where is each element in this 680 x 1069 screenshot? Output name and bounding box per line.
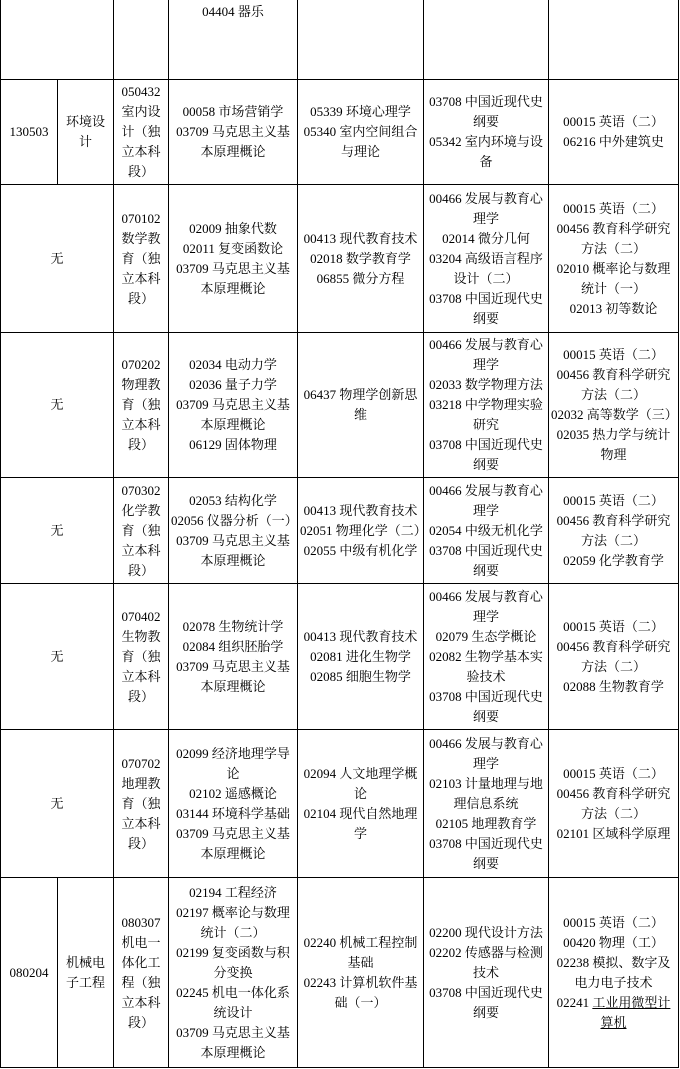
table-cell <box>298 80 424 185</box>
course-line: 00456 教育科学研究方法（二） <box>556 785 671 821</box>
table-cell <box>298 584 424 730</box>
table-cell <box>114 478 169 584</box>
table-cell <box>169 0 298 80</box>
course-line: 02011 复变函数论 <box>182 240 284 256</box>
merged-cell <box>1 0 114 80</box>
course-line: 02035 热力学与统计物理 <box>556 427 671 462</box>
course-line: 02199 复变函数与积分变换 <box>176 944 290 980</box>
table-cell <box>1 80 58 185</box>
course-line: 02036 量子力学 <box>189 377 277 392</box>
course-line: 机电一体化工程（独立本科段） <box>121 934 161 1030</box>
course-line: 02059 化学教育学 <box>563 552 664 568</box>
course-line: 05340 室内空间组合与理论 <box>303 124 418 159</box>
course-line: 02241 工业用微型计算机 <box>556 994 671 1030</box>
course-line: 02018 数学教育学 <box>310 250 411 266</box>
table-row <box>1 185 679 333</box>
course-line: 00015 英语（二） <box>563 114 664 129</box>
merged-cell <box>1 478 114 584</box>
course-line: 050432 <box>121 84 161 99</box>
course-line: 03204 高级语言程序设计（二） <box>429 250 543 286</box>
table-cell <box>169 478 298 584</box>
course-line: 00456 教育科学研究方法（二） <box>556 638 671 674</box>
course-line: 02094 人文地理学概论 <box>303 765 418 801</box>
course-line: 05339 环境心理学 <box>310 104 411 119</box>
course-line: 080204 <box>9 964 49 980</box>
table-cell <box>58 878 114 1068</box>
course-line: 02081 进化生物学 <box>310 648 411 664</box>
table-cell <box>298 878 424 1068</box>
course-line: 02056 仪器分析（一） <box>171 512 298 528</box>
course-line: 03708 中国近现代史纲要 <box>429 688 543 724</box>
table-cell <box>169 333 298 478</box>
course-line: 06855 微分方程 <box>316 270 405 286</box>
course-line: 02104 现代自然地理学 <box>303 805 418 841</box>
course-line: 00015 英语（二） <box>563 347 664 362</box>
course-line: 02014 微分几何 <box>442 230 530 246</box>
course-line: 02053 结构化学 <box>189 492 277 508</box>
course-line: 03709 马克思主义基本原理概论 <box>176 825 290 861</box>
course-line: 03144 环境科学基础 <box>176 805 290 821</box>
course-line: 00466 发展与教育心理学 <box>429 588 543 624</box>
course-line: 02243 计算机软件基础（一） <box>303 974 418 1010</box>
course-line: 03708 中国近现代史纲要 <box>429 94 543 129</box>
course-line: 02079 生态学概论 <box>435 628 537 644</box>
course-line: 02032 高等数学（三） <box>551 407 678 422</box>
course-line: 02238 模拟、数字及电力电子技术 <box>556 954 671 990</box>
table-cell <box>169 185 298 333</box>
course-line: 02055 中级有机化学 <box>303 542 418 558</box>
course-line: 03708 中国近现代史纲要 <box>429 437 543 472</box>
table-cell <box>114 730 169 878</box>
table-cell <box>169 80 298 185</box>
course-line: 00466 发展与教育心理学 <box>429 190 543 226</box>
table-row <box>1 584 679 730</box>
course-line: 070102 <box>121 210 161 226</box>
course-line: 地理教育（独立本科段） <box>121 775 161 851</box>
course-line: 物理教育（独立本科段） <box>121 377 161 452</box>
course-line: 02245 机电一体化系统设计 <box>176 984 290 1020</box>
merged-cell <box>1 584 114 730</box>
course-line: 02084 组织胚胎学 <box>182 638 284 654</box>
course-line: 02082 生物学基本实验技术 <box>429 648 543 684</box>
course-line: 03709 马克思主义基本原理概论 <box>176 532 290 568</box>
course-line: 080307 <box>121 914 161 930</box>
course-line: 02010 概率论与数理统计（一） <box>556 260 671 296</box>
table-cell <box>169 878 298 1068</box>
table-cell <box>549 478 679 584</box>
table-row <box>1 0 679 80</box>
course-line: 06129 固体物理 <box>189 437 277 452</box>
course-line: 03708 中国近现代史纲要 <box>429 290 543 326</box>
table-cell <box>424 185 549 333</box>
course-line: 02034 电动力学 <box>189 357 277 372</box>
course-line: 00015 英语（二） <box>563 765 664 781</box>
course-line: 03708 中国近现代史纲要 <box>429 984 543 1020</box>
table-row <box>1 80 679 185</box>
table-cell <box>298 0 424 80</box>
underlined-course-name: 工业用微型计算机 <box>592 994 671 1030</box>
course-line: 环境设计 <box>65 114 105 149</box>
merged-cell <box>1 185 114 333</box>
table-cell <box>424 584 549 730</box>
course-line: 02088 生物教育学 <box>563 678 664 694</box>
table-cell <box>424 478 549 584</box>
course-line: 06437 物理学创新思维 <box>303 387 418 422</box>
course-line: 03709 马克思主义基本原理概论 <box>176 124 290 159</box>
course-line: 02099 经济地理学导论 <box>176 745 290 781</box>
course-line: 03218 中学物理实验研究 <box>429 397 543 432</box>
course-line: 00456 教育科学研究方法（二） <box>556 367 671 402</box>
table-cell <box>549 333 679 478</box>
course-line: 02013 初等数论 <box>569 300 658 316</box>
table-cell <box>298 478 427 584</box>
table-row <box>1 730 679 878</box>
table-cell <box>549 584 679 730</box>
course-line: 02105 地理教育学 <box>435 815 537 831</box>
table-cell <box>114 80 169 185</box>
course-line: 04404 器乐 <box>202 4 264 19</box>
exam-schedule-tbody <box>1 0 679 1068</box>
course-line: 02033 数学物理方法 <box>429 377 543 392</box>
course-line: 机械电子工程 <box>65 954 105 990</box>
table-cell <box>114 584 169 730</box>
course-line: 00456 教育科学研究方法（二） <box>556 512 671 548</box>
table-cell <box>169 730 298 878</box>
course-line: 070302 <box>121 482 161 498</box>
table-cell <box>549 185 679 333</box>
merged-cell <box>1 333 114 478</box>
table-cell <box>424 878 549 1068</box>
course-line: 00466 发展与教育心理学 <box>429 735 543 771</box>
course-line: 02194 工程经济 <box>189 884 277 900</box>
course-line: 03709 马克思主义基本原理概论 <box>176 1024 290 1060</box>
course-line: 02103 计量地理与地理信息系统 <box>429 775 543 811</box>
course-line: 02101 区域科学原理 <box>556 825 671 841</box>
course-line: 02085 细胞生物学 <box>310 668 411 684</box>
course-line: 00413 现代教育技术 <box>303 230 418 246</box>
course-line: 070202 <box>121 357 161 372</box>
course-line: 00015 英语（二） <box>563 914 664 930</box>
course-line: 02009 抽象代数 <box>189 220 277 236</box>
course-line: 00015 英语（二） <box>563 200 664 216</box>
course-line: 02202 传感器与检测技术 <box>429 944 543 980</box>
table-cell <box>549 730 679 878</box>
table-row <box>1 333 679 478</box>
table-cell <box>298 333 424 478</box>
course-line: 03708 中国近现代史纲要 <box>429 835 543 871</box>
course-line: 00015 英语（二） <box>563 618 664 634</box>
course-line: 03709 马克思主义基本原理概论 <box>176 658 290 694</box>
course-line: 无 <box>50 648 64 664</box>
course-line: 02078 生物统计学 <box>182 618 284 634</box>
course-line: 00058 市场营销学 <box>182 104 284 119</box>
table-cell <box>424 80 549 185</box>
course-line: 070402 <box>121 608 161 624</box>
course-line: 生物教育（独立本科段） <box>121 628 161 704</box>
course-line: 00413 现代教育技术 <box>303 502 418 518</box>
table-cell <box>549 80 679 185</box>
table-cell <box>114 185 169 333</box>
merged-cell <box>1 730 114 878</box>
course-line: 无 <box>50 795 64 811</box>
course-line: 00413 现代教育技术 <box>303 628 418 644</box>
table-row <box>1 878 679 1068</box>
table-cell <box>424 0 549 80</box>
course-line: 070702 <box>121 755 161 771</box>
table-cell <box>424 333 549 478</box>
course-line: 无 <box>50 397 64 412</box>
course-line: 室内设计（独立本科段） <box>121 104 161 179</box>
course-line: 00456 教育科学研究方法（二） <box>556 220 671 256</box>
table-cell <box>298 185 424 333</box>
course-line: 00015 英语（二） <box>563 492 664 508</box>
course-line: 130503 <box>9 124 49 139</box>
course-line: 03708 中国近现代史纲要 <box>429 542 543 578</box>
course-line: 02240 机械工程控制基础 <box>303 934 418 970</box>
course-line: 02102 遥感概论 <box>189 785 277 801</box>
course-line: 无 <box>50 250 64 266</box>
course-line: 02197 概率论与数理统计（二） <box>176 904 290 940</box>
table-cell <box>298 730 424 878</box>
course-line: 00466 发展与教育心理学 <box>429 337 543 372</box>
table-cell <box>1 878 58 1068</box>
table-cell <box>549 0 679 80</box>
table-cell <box>114 0 169 80</box>
course-line: 数学教育（独立本科段） <box>121 230 161 306</box>
course-line: 03709 马克思主义基本原理概论 <box>176 397 290 432</box>
table-cell <box>424 730 549 878</box>
table-row <box>1 478 679 584</box>
course-line: 05342 室内环境与设备 <box>429 134 543 169</box>
course-line: 03709 马克思主义基本原理概论 <box>176 260 290 296</box>
course-line: 00420 物理（工） <box>563 934 664 950</box>
course-line: 02200 现代设计方法 <box>429 924 543 940</box>
table-cell <box>169 584 298 730</box>
table-cell <box>549 878 679 1068</box>
course-line: 化学教育（独立本科段） <box>121 502 161 578</box>
table-cell <box>114 878 169 1068</box>
course-line: 02054 中级无机化学 <box>429 522 543 538</box>
table-cell <box>114 333 169 478</box>
course-line: 00466 发展与教育心理学 <box>429 482 543 518</box>
table-cell <box>58 80 114 185</box>
course-line: 06216 中外建筑史 <box>563 134 664 149</box>
course-line: 无 <box>50 522 64 538</box>
course-line: 02051 物理化学（二） <box>300 522 427 538</box>
